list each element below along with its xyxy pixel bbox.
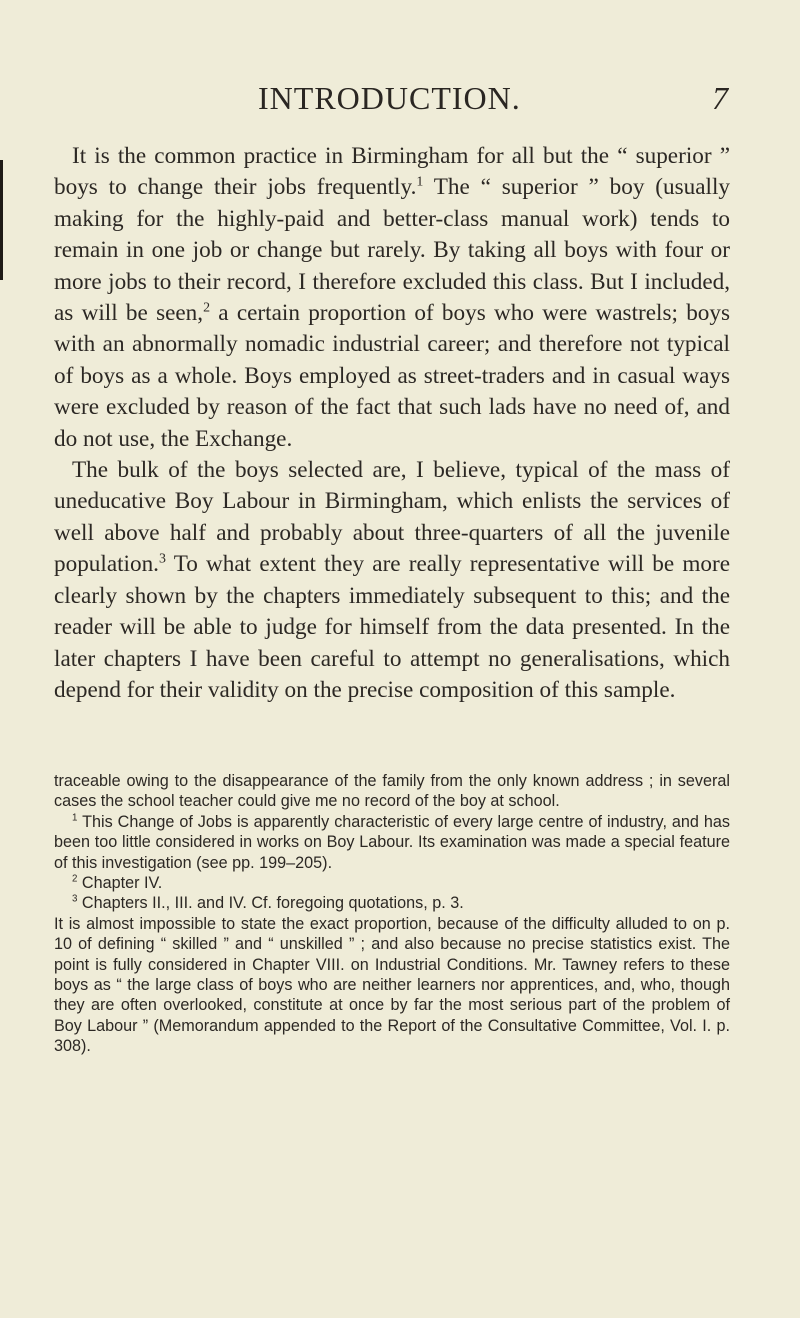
body-text — [54, 141, 730, 706]
paragraph-2: The bulk of the boys selected are, I believe, typical of the mass of uneducative Boy Labour in Birmingham, which enlists the services of well above half and probably about three-quarters of all the juvenile population.$^3$ To what extent they are really representative will be more clearly shown by the chapters immediately subsequent to this; and the reader will be able to judge for himself from the data presented. In the later chapters I have been careful to attempt no generalisations, which depend for their validity on the precise composition of this sample. — [54, 457, 730, 703]
footnote-3: $^3$ Chapters II., III. and IV. Cf. foregoing quotations, p. 3. — [72, 894, 464, 913]
footnote-2-mark: 2 — [72, 873, 78, 885]
page-number: 7 — [712, 80, 728, 116]
footnote-continued: traceable owing to the disappearance of the family from the only known address ; in several cases the school teacher could give me no record of the boy at school. — [54, 772, 730, 811]
footnote-1-mark: 1 — [72, 812, 78, 824]
footnote-3-mark: 3 — [72, 894, 78, 906]
footnote-3-continued: It is almost impossible to state the exact proportion, because of the difficulty alluded to on p. 10 of defining “ skilled ” and “ unskilled ” ; and also because no precise statistics exist. The point is fully considered in Chapter VIII. on Industrial Conditions. Mr. Tawney refers to these boys as “ the large class of boys who are neither learners nor apprentices, and, who, though they are often overlooked, constitute at once by far the most serious part of the problem of Boy Labour ” (Memorandum appended to the Report of the Consultative Committee, Vol. I. p. 308). — [54, 914, 730, 1056]
footnote-ref-3: 3 — [158, 551, 166, 567]
page-header — [258, 80, 728, 128]
footnote-2: $^2$ Chapter IV. — [72, 873, 163, 893]
running-head: INTRODUCTION. — [258, 80, 521, 116]
footnote-ref-2: 2 — [203, 300, 211, 316]
page-edge-mark — [0, 160, 3, 280]
footnote-ref-1: 1 — [416, 174, 424, 190]
paragraph-1: It is the common practice in Birmingham for all but the “ superior ” boys to change their jobs frequently.$^1$ The “ superior ” boy (usually making for the highly-paid and better-class manual work) tends to remain in one job or change but rarely. By taking all boys with four or more jobs to their record, I therefore excluded this class. But I included, as will be seen,$^2$ a certain proportion of boys who were wastrels; boys with an abnormally nomadic industrial career; and therefore not typical of boys as a whole. Boys employed as street-traders and in casual ways were excluded by reason of the fact that such lads have no need of, and do not use, the Exchange. — [54, 143, 730, 452]
footnote-1: $^1$ This Change of Jobs is apparently characteristic of every large centre of industry, and has been too little considered in works on Boy Labour. Its examination was made a special feature of this investigation (see pp. 199–205). — [54, 812, 730, 872]
footnotes — [54, 771, 730, 1057]
